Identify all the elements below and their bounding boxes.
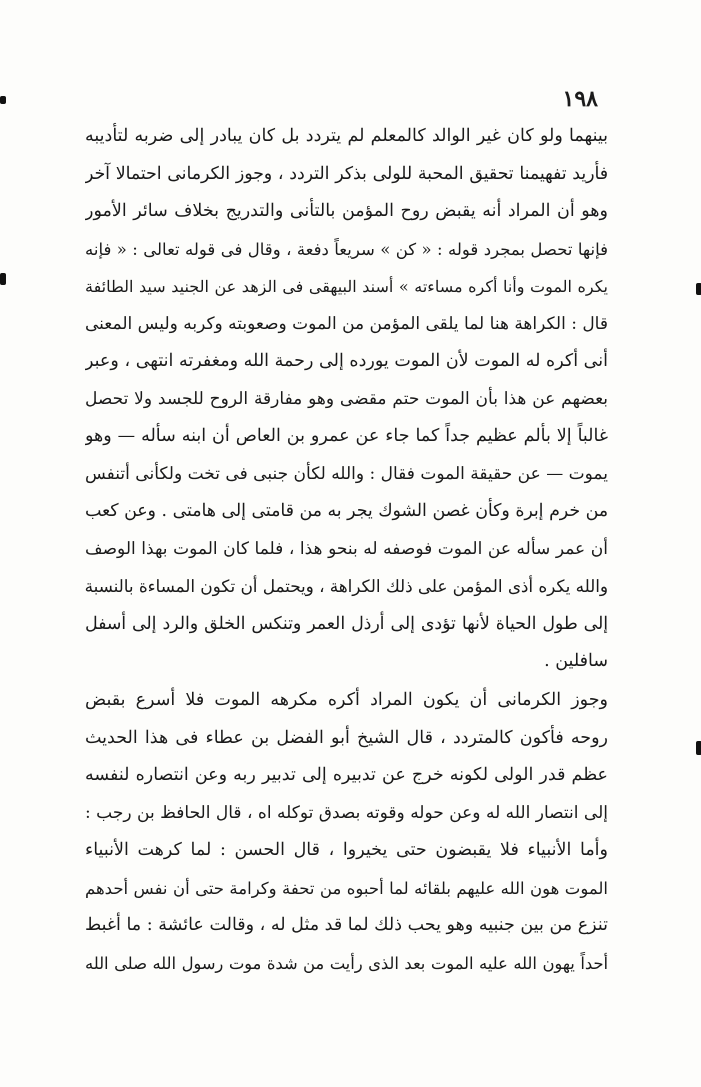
margin-mark	[696, 741, 701, 755]
text-line: وجوز الكرمانى أن يكون المراد أكره مكرهه الموت فلا أسرع بقبض	[85, 690, 608, 710]
text-line: فإنها تحصل بمجرد قوله : « كن » سريعاً دفعة ، وقال فى قوله تعالى : « فإنه	[85, 239, 608, 259]
page-number: ١٩٨	[562, 86, 598, 112]
text-line: غالباً إلا بألم عظيم جداً كما جاء عن عمرو بن العاص أن ابنه سأله — وهو	[85, 426, 608, 446]
paragraph-1	[85, 118, 608, 681]
text-line: بعضهم عن هذا بأن الموت حتم مقضى وهو مفارقة الروح للجسد ولا تحصل	[85, 388, 608, 409]
text-line: إلى طول الحياة لأنها تؤدى إلى أرذل العمر وتنكس الخلق والرد إلى أسفل	[85, 613, 608, 634]
text-line: تنزع من بين جنبيه وهو يحب ذلك لما قد مثل له ، وقالت عائشة : ما أغبط	[85, 915, 608, 935]
text-line: فأريد تفهيمنا تحقيق المحبة للولى بذكر التردد ، وجوز الكرمانى احتمالا آخر	[85, 163, 608, 184]
text-line: وأما الأنبياء فلا يقبضون حتى يخيروا ، قال الحسن : لما كرهت الأنبياء	[85, 840, 608, 860]
paragraph-2	[85, 682, 608, 982]
margin-mark	[0, 96, 6, 104]
text-line: يكره الموت وأنا أكره مساءته » أسند البيهقى فى الزهد عن الجنيد سيد الطائفة	[85, 277, 608, 296]
margin-mark	[0, 273, 6, 285]
margin-mark	[696, 283, 701, 295]
text-line: إلى انتصار الله له وعن حوله وقوته بصدق توكله اه ، قال الحافظ بن رجب :	[85, 802, 608, 823]
text-line: من خرم إبرة وكأن غصن الشوك يجر به من قامتى إلى هامتى . وعن كعب	[85, 501, 608, 521]
text-line: قال : الكراهة هنا لما يلقى المؤمن من الموت وصعوبته وكربه وليس المعنى	[85, 313, 608, 334]
text-line: الموت هون الله عليهم بلقائه لما أحبوه من تحفة وكرامة حتى أن نفس أحدهم	[85, 878, 608, 898]
text-line: روحه فأكون كالمتردد ، قال الشيخ أبو الفضل بن عطاء فى هذا الحديث	[85, 727, 608, 748]
text-line: والله يكره أذى المؤمن على ذلك الكراهة ، ويحتمل أن تكون المساءة بالنسبة	[85, 576, 608, 596]
text-line: وهو أن المراد أنه يقبض روح المؤمن بالتأنى والتدريج بخلاف سائر الأمور	[85, 201, 608, 221]
text-line: أن عمر سأله عن الموت فوصفه له بنحو هذا ، فلما كان الموت بهذا الوصف	[85, 538, 608, 559]
text-line: عظم قدر الولى لكونه خرج عن تدبيره إلى تدبير ربه وعن انتصاره لنفسه	[85, 765, 608, 785]
text-line: أنى أكره له الموت لأن الموت يورده إلى رحمة الله ومغفرته انتهى ، وعبر	[85, 351, 608, 371]
text-line: يموت — عن حقيقة الموت فقال : والله لكأن جنبى فى تخت ولكأنى أتنفس	[85, 463, 608, 484]
text-line: سافلين .	[544, 651, 608, 671]
text-line: أحداً يهون الله عليه الموت بعد الذى رأيت من شدة موت رسول الله صلى الله	[85, 953, 608, 973]
text-line: بينهما ولو كان غير الوالد كالمعلم لم يتردد بل كان يبادر إلى ضربه لتأديبه	[85, 126, 608, 146]
